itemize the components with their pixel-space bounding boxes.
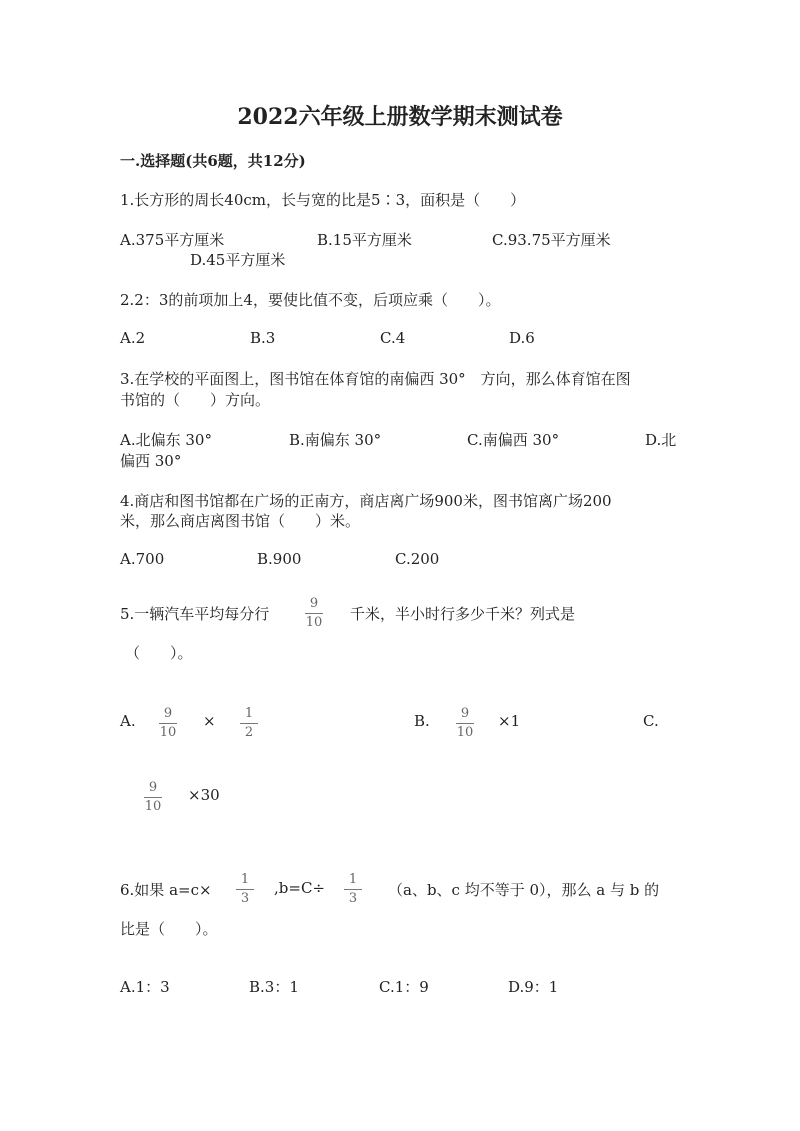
- fraction-denominator: 2: [244, 725, 254, 740]
- fraction-bar: [344, 889, 362, 890]
- question-5-option-a-fraction-1: [159, 706, 177, 741]
- question-5-option-a-times: ×: [203, 712, 216, 730]
- question-5-option-a-fraction-2: [240, 706, 258, 741]
- question-6-stem-part-1: 6.如果 a=c×: [120, 881, 212, 899]
- fraction-numerator: 9: [309, 596, 319, 611]
- question-5-option-b-suffix: ×1: [498, 712, 521, 730]
- fraction-denominator: 10: [456, 725, 474, 740]
- fraction-numerator: 9: [460, 706, 470, 721]
- fraction-denominator: 10: [305, 615, 323, 630]
- question-6-fraction-2: [344, 872, 362, 907]
- question-6-option-d: D.9：1: [508, 978, 559, 996]
- fraction-denominator: 3: [240, 891, 250, 906]
- fraction-denominator: 3: [348, 891, 358, 906]
- question-2-option-a: A.2: [120, 329, 146, 347]
- fraction-numerator: 9: [148, 780, 158, 795]
- section-heading: 一.选择题(共6题，共12分): [120, 152, 306, 170]
- question-6-stem-part-2: ,b=C÷: [274, 879, 325, 897]
- question-5-stem-suffix: 千米，半小时行多少千米？列式是: [350, 605, 576, 623]
- question-2-stem: 2.2：3的前项加上4，要使比值不变，后项应乘（ ）。: [120, 291, 501, 309]
- question-3-stem-line-1: 3.在学校的平面图上，图书馆在体育馆的南偏西 30° 方向，那么体育馆在图: [120, 370, 631, 388]
- question-6-option-a: A.1：3: [120, 978, 170, 996]
- question-5-option-b-fraction: [456, 706, 474, 741]
- question-1-option-d: D.45平方厘米: [190, 251, 286, 269]
- question-6-fraction-1: [236, 872, 254, 907]
- question-5-fraction: [305, 596, 323, 631]
- question-6-stem-part-3: （a、b、c 均不等于 0），那么 a 与 b 的: [388, 881, 660, 899]
- question-3-option-b: B.南偏东 30°: [289, 431, 382, 449]
- fraction-numerator: 1: [240, 872, 250, 887]
- fraction-bar: [456, 723, 474, 724]
- question-5-option-a-label: A.: [120, 712, 136, 730]
- question-2-option-c: C.4: [380, 329, 406, 347]
- question-2-option-b: B.3: [250, 329, 276, 347]
- question-4-stem-line-1: 4.商店和图书馆都在广场的正南方，商店离广场900米，图书馆离广场200: [120, 492, 612, 510]
- question-4-option-b: B.900: [257, 550, 302, 568]
- fraction-denominator: 10: [144, 799, 162, 814]
- question-2-option-d: D.6: [509, 329, 535, 347]
- question-1-option-c: C.93.75平方厘米: [492, 231, 611, 249]
- question-5-option-c-label: C.: [643, 712, 659, 730]
- question-1-option-b: B.15平方厘米: [317, 231, 412, 249]
- question-6-option-b: B.3：1: [249, 978, 299, 996]
- fraction-bar: [236, 889, 254, 890]
- fraction-numerator: 9: [163, 706, 173, 721]
- question-3-option-d-line-1: D.北: [645, 431, 677, 449]
- question-5-stem-line-2: （ ）。: [125, 644, 193, 662]
- fraction-bar: [305, 613, 323, 614]
- fraction-denominator: 10: [159, 725, 177, 740]
- question-3-option-a: A.北偏东 30°: [120, 431, 212, 449]
- fraction-bar: [240, 723, 258, 724]
- question-1-stem: 1.长方形的周长40cm，长与宽的比是5∶3，面积是（ ）: [120, 191, 526, 209]
- question-3-stem-line-2: 书馆的（ ）方向。: [120, 391, 271, 409]
- question-5-option-c-suffix: ×30: [188, 786, 220, 804]
- question-4-option-c: C.200: [395, 550, 440, 568]
- question-1-option-a: A.375平方厘米: [120, 231, 225, 249]
- question-3-option-d-line-2: 偏西 30°: [120, 452, 182, 470]
- question-5-stem-prefix: 5.一辆汽车平均每分行: [120, 605, 270, 623]
- fraction-bar: [144, 797, 162, 798]
- question-5-option-c-fraction: [144, 780, 162, 815]
- question-3-option-c: C.南偏西 30°: [467, 431, 560, 449]
- page-title: 2022六年级上册数学期末测试卷: [237, 104, 563, 130]
- fraction-numerator: 1: [244, 706, 254, 721]
- question-4-stem-line-2: 米，那么商店离图书馆（ ）米。: [120, 512, 361, 530]
- question-4-option-a: A.700: [120, 550, 165, 568]
- question-6-option-c: C.1：9: [379, 978, 429, 996]
- question-6-stem-line-2: 比是（ ）。: [120, 920, 218, 938]
- fraction-numerator: 1: [348, 872, 358, 887]
- fraction-bar: [159, 723, 177, 724]
- question-5-option-b-label: B.: [414, 712, 430, 730]
